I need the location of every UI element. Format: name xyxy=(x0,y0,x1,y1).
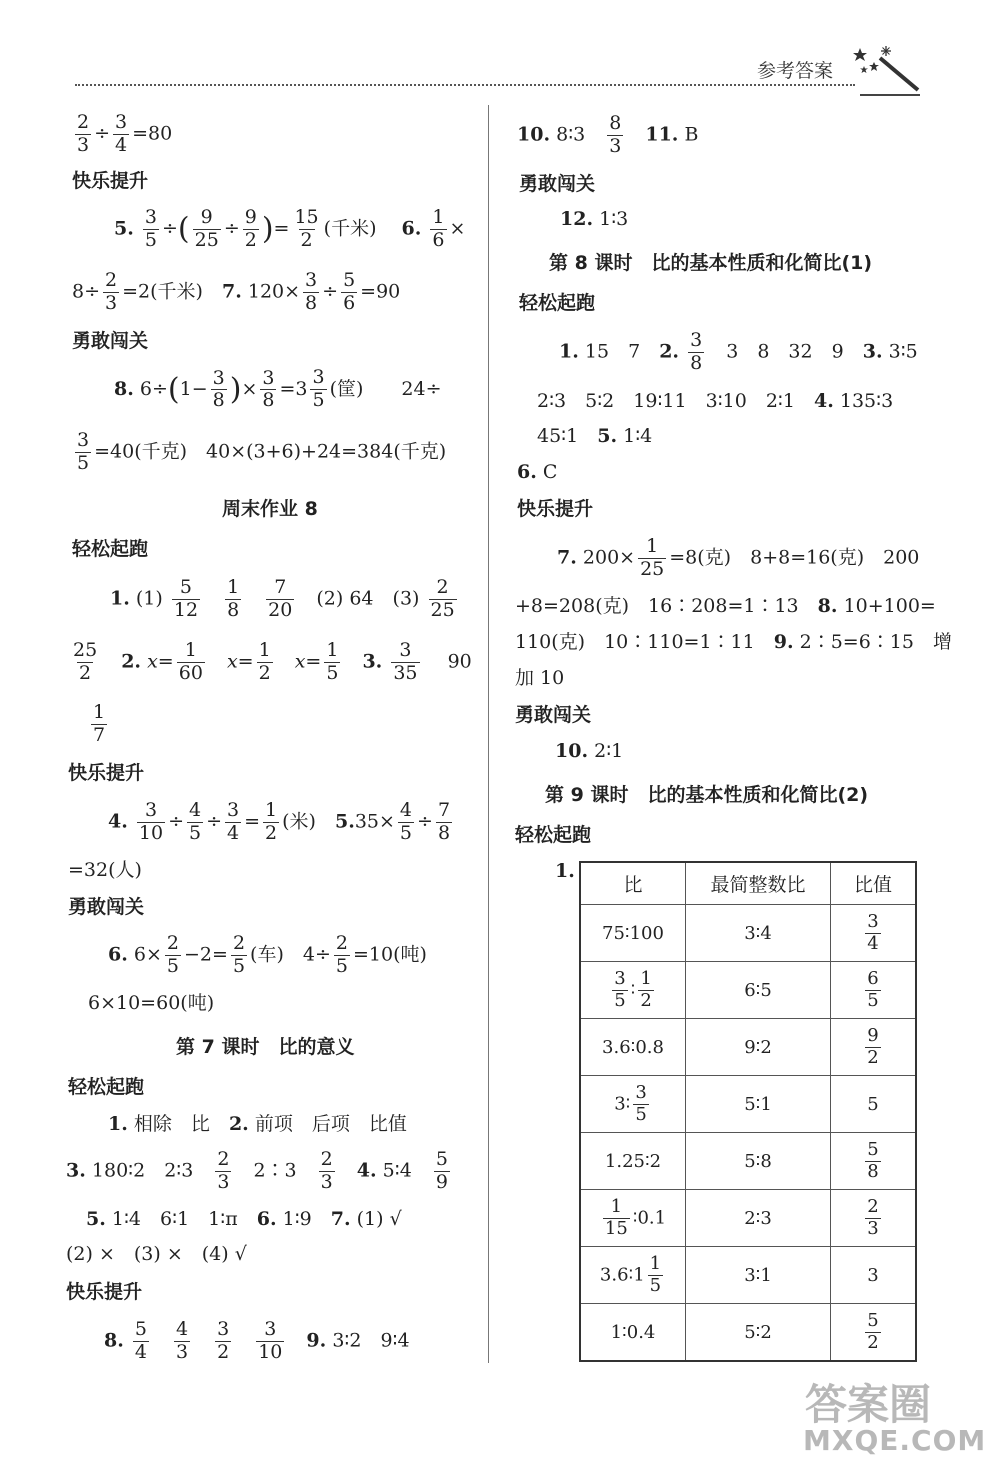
answer-line: $\frac{25}{2}$ 2. x= $\frac{1}{60}$ x= $\frac{1}{2}$ x= $\frac{1}{5}$ 3. $\frac{3}{35}$ 90 xyxy=(73,639,472,684)
lesson-title: 第 8 课时 比的基本性质和化简比(1) xyxy=(549,252,873,274)
weekend-title: 周末作业 8 xyxy=(222,498,318,520)
section-heading: 轻松起跑 xyxy=(68,1076,145,1098)
answer-line: =32(人) xyxy=(68,859,142,881)
ratio-value-cell: $\frac{2}{3}$ xyxy=(831,1190,917,1247)
answer-line: 6. 6× $\frac{2}{5}$ −2= $\frac{2}{5}$ (车) 4÷ $\frac{2}{5}$ =10(吨) xyxy=(108,932,427,977)
answer-line: 6. C xyxy=(517,461,558,483)
table-header: 比 xyxy=(580,862,686,905)
ratio-value-cell: $\frac{3}{4}$ xyxy=(831,905,917,962)
answer-line: 8. 6÷(1− $\frac{3}{8}$ )× $\frac{3}{8}$ = 3 $\frac{3}{5}$ (筐) 24÷ xyxy=(114,366,442,412)
ratio-value-cell: 5 xyxy=(831,1076,917,1133)
table-header: 比值 xyxy=(831,862,917,905)
answer-line: 8. $\frac{5}{4}$ $\frac{4}{3}$ $\frac{3}{2}$ $\frac{3}{10}$ 9. 3∶2 9∶4 xyxy=(104,1318,410,1363)
simplest-ratio-cell: 6∶5 xyxy=(686,962,831,1019)
answer-line: 5. 1∶4 6∶1 1∶π 6. 1∶9 7. (1) √ xyxy=(86,1208,402,1230)
watermark-url: MXQE.COM xyxy=(803,1424,987,1457)
section-heading: 快乐提升 xyxy=(517,498,594,520)
answer-line: $\frac{2}{3}$ ÷ $\frac{3}{4}$ =80 xyxy=(77,111,173,156)
simplest-ratio-cell: 5∶2 xyxy=(686,1304,831,1362)
section-heading: 轻松起跑 xyxy=(519,292,596,314)
table-row xyxy=(580,1190,916,1247)
answer-line: +8=208(克) 16∶208=1∶13 8. 10+100= xyxy=(515,595,936,617)
answer-line: $\frac{3}{5}$ =40(千克) 40×(3+6)+24=384(千克) xyxy=(77,429,447,474)
answer-line: 1. 相除 比 2. 前项 后项 比值 xyxy=(108,1113,407,1135)
header-dotted-rule xyxy=(75,84,855,86)
simplest-ratio-cell: 5∶8 xyxy=(686,1133,831,1190)
answer-line: 110(克) 10∶110=1∶11 9. 2∶5=6∶15 增 xyxy=(515,631,952,653)
answer-line: 2∶3 5∶2 19∶11 3∶10 2∶1 4. 135∶3 xyxy=(537,390,894,412)
answer-line: 10. 8∶3 $\frac{8}{3}$ 11. B xyxy=(517,112,699,157)
ratio-cell: $\frac{3}{5}$ ∶ $\frac{1}{2}$ xyxy=(580,962,686,1019)
answer-line: 5. $\frac{3}{5}$ ÷( $\frac{9}{25}$ ÷ $\frac{9}{2}$ )= $\frac{15}{2}$ (千米) 6. $\frac{1}{6}$ × xyxy=(114,206,466,251)
answer-line: 3. 180∶2 2∶3 $\frac{2}{3}$ 2∶3 $\frac{2}{3}$ 4. 5∶4 $\frac{5}{9}$ xyxy=(66,1148,448,1193)
answer-line: 45∶1 5. 1∶4 xyxy=(537,425,653,447)
simplest-ratio-cell: 2∶3 xyxy=(686,1190,831,1247)
ratio-cell: 3.6∶1 $\frac{1}{5}$ xyxy=(580,1247,686,1304)
simplest-ratio-cell: 3∶1 xyxy=(686,1247,831,1304)
answer-line: 1. (1) $\frac{5}{12}$ $\frac{1}{8}$ $\frac{7}{20}$ (2) 64 (3) $\frac{2}{25}$ xyxy=(110,576,455,621)
table-row xyxy=(580,1076,916,1133)
answer-line: 加 10 xyxy=(515,667,565,689)
simplest-ratio-cell: 5∶1 xyxy=(686,1076,831,1133)
section-heading: 勇敢闯关 xyxy=(72,330,149,352)
section-heading: 轻松起跑 xyxy=(515,824,592,846)
header-wand-underline xyxy=(860,94,920,96)
table-row xyxy=(580,905,916,962)
section-heading: 快乐提升 xyxy=(68,762,145,784)
page-header-title: 参考答案 xyxy=(757,60,834,82)
lesson-title: 第 9 课时 比的基本性质和化简比(2) xyxy=(545,784,869,806)
lesson-title: 第 7 课时 比的意义 xyxy=(176,1036,355,1058)
ratio-value-cell: $\frac{5}{2}$ xyxy=(831,1304,917,1362)
ratio-cell: 3.6∶0.8 xyxy=(580,1019,686,1076)
ratio-cell: $\frac{1}{15}$ ∶0.1 xyxy=(580,1190,686,1247)
answer-line: 6×10=60(吨) xyxy=(88,992,215,1014)
section-heading: 勇敢闯关 xyxy=(68,896,145,918)
answer-line: $\frac{1}{7}$ xyxy=(93,701,106,746)
section-heading: 快乐提升 xyxy=(66,1281,143,1303)
ratio-cell: 1.25∶2 xyxy=(580,1133,686,1190)
table-row xyxy=(580,1247,916,1304)
watermark-logo: 答案圈 xyxy=(805,1380,932,1429)
column-divider xyxy=(488,105,489,1363)
ratio-value-cell: $\frac{9}{2}$ xyxy=(831,1019,917,1076)
ratio-value-cell: $\frac{5}{8}$ xyxy=(831,1133,917,1190)
ratio-cell: 75∶100 xyxy=(580,905,686,962)
table-row xyxy=(580,962,916,1019)
ratio-cell: 3∶ $\frac{3}{5}$ xyxy=(580,1076,686,1133)
section-heading: 快乐提升 xyxy=(72,170,149,192)
answer-line: 4. $\frac{3}{10}$ ÷ $\frac{4}{5}$ ÷ $\frac{3}{4}$ = $\frac{1}{2}$ (米) 5.35× $\frac{4}{5}$ ÷ $\frac{7}{8}$ xyxy=(108,799,451,844)
ratio-cell: 1∶0.4 xyxy=(580,1304,686,1362)
answer-line: 12. 1∶3 xyxy=(560,208,629,230)
ratio-value-cell: 3 xyxy=(831,1247,917,1304)
magic-wand-icon xyxy=(850,44,925,94)
simplest-ratio-cell: 9∶2 xyxy=(686,1019,831,1076)
answer-line: (2) × (3) × (4) √ xyxy=(66,1243,247,1265)
table-row xyxy=(580,1304,916,1362)
section-heading: 勇敢闯关 xyxy=(519,173,596,195)
answer-line: 10. 2∶1 xyxy=(555,740,624,762)
section-heading: 轻松起跑 xyxy=(72,538,149,560)
answer-line: 7. 200× $\frac{1}{25}$ =8(克) 8+8=16(克) 200 xyxy=(557,535,920,580)
table-row xyxy=(580,1019,916,1076)
answer-line: 1. 15 7 2. $\frac{3}{8}$ 3 8 32 9 3. 3∶5 xyxy=(559,329,918,374)
answer-line: 8÷ $\frac{2}{3}$ =2(千米) 7. 120× $\frac{3}{8}$ ÷ $\frac{5}{6}$ =90 xyxy=(72,269,401,314)
table-row xyxy=(580,1133,916,1190)
ratio-value-cell: $\frac{6}{5}$ xyxy=(831,962,917,1019)
table-question-number: 1. xyxy=(555,860,575,882)
table-header-row xyxy=(580,862,916,905)
simplest-ratio-cell: 3∶4 xyxy=(686,905,831,962)
section-heading: 勇敢闯关 xyxy=(515,704,592,726)
table-header: 最简整数比 xyxy=(686,862,831,905)
ratio-table xyxy=(579,861,917,1362)
